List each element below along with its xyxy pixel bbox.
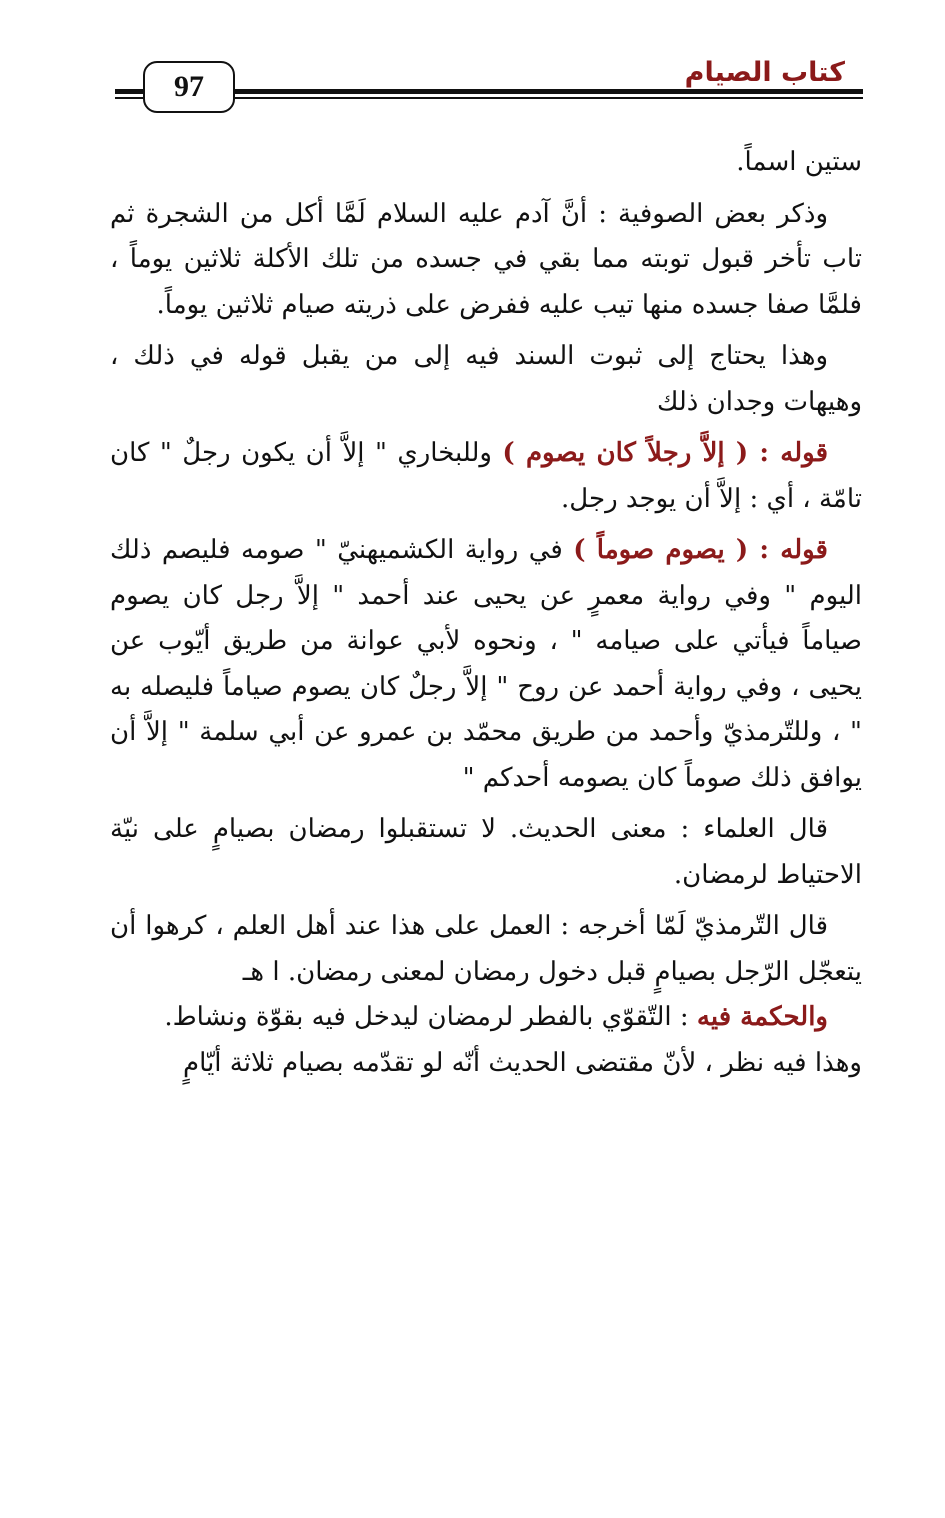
paragraph-3: وهذا يحتاج إلى ثبوت السند فيه إلى من يقبل قوله في ذلك ، وهيهات وجدان ذلك	[110, 341, 862, 417]
paragraph-8-text: : التّقوّي بالفطر لرمضان ليدخل فيه بقوّة ونشاط.	[164, 1002, 697, 1032]
paragraph-9: وهذا فيه نظر ، لأنّ مقتضى الحديث أنّه لو تقدّمه بصيام ثلاثة أيّامٍ	[183, 1047, 862, 1078]
paragraph-2: وذكر بعض الصوفية : أنَّ آدم عليه السلام لَمَّا أكل من الشجرة ثم تاب تأخر قبول توبته مما بقي في جسده من تلك الأكلة ثلاثين يوماً ، فلمَّا صفا جسده منها تيب عليه ففرض على ذريته صيام ثلاثين يوماً.	[110, 198, 862, 320]
paragraph-5	[110, 528, 862, 801]
paragraph-4-text: وللبخاري " إلاَّ أن يكون رجلٌ " كان تامّة ، أي : إلاَّ أن يوجد رجل.	[110, 438, 862, 514]
page-body	[110, 140, 862, 1086]
paragraph-4	[110, 431, 862, 522]
page-header	[115, 55, 863, 125]
paragraph-6: قال العلماء : معنى الحديث. لا تستقبلوا رمضان بصيامٍ على نيّة الاحتياط لرمضان.	[110, 814, 862, 890]
paragraph-7: قال التّرمذيّ لَمّا أخرجه : العمل على هذا عند أهل العلم ، كرهوا أن يتعجّل الرّجل بصيامٍ قبل دخول رمضان لمعنى رمضان. ا هـ	[110, 911, 862, 987]
paragraph-5-heading: قوله : ( يصوم صوماً )	[573, 535, 828, 565]
paragraph-4-heading: قوله : ( إلاَّ رجلاً كان يصوم )	[502, 438, 829, 468]
book-title: كتاب الصيام	[684, 57, 845, 88]
paragraph-5-text: في رواية الكشميهنيّ " صومه فليصم ذلك اليوم " وفي رواية معمرٍ عن يحيى عند أحمد " إلاَّ رجل كان يصوم صياماً فيأتي على صيامه " ، ونحوه لأبي عوانة من طريق أيّوب عن يحيى ، وفي رواية أحمد عن روح " إلاَّ رجلٌ كان يصوم صياماً فليصله به " ، وللتّرمذيّ وأحمد من طريق محمّد بن عمرو عن أبي سلمة " إلاَّ أن يوافق ذلك صوماً كان يصومه أحدكم "	[110, 535, 862, 793]
page-number: 97	[143, 61, 235, 113]
paragraph-1: ستين اسماً.	[736, 147, 862, 177]
paragraph-8-heading: والحكمة فيه	[696, 1002, 828, 1032]
paragraph-8	[110, 995, 862, 1041]
